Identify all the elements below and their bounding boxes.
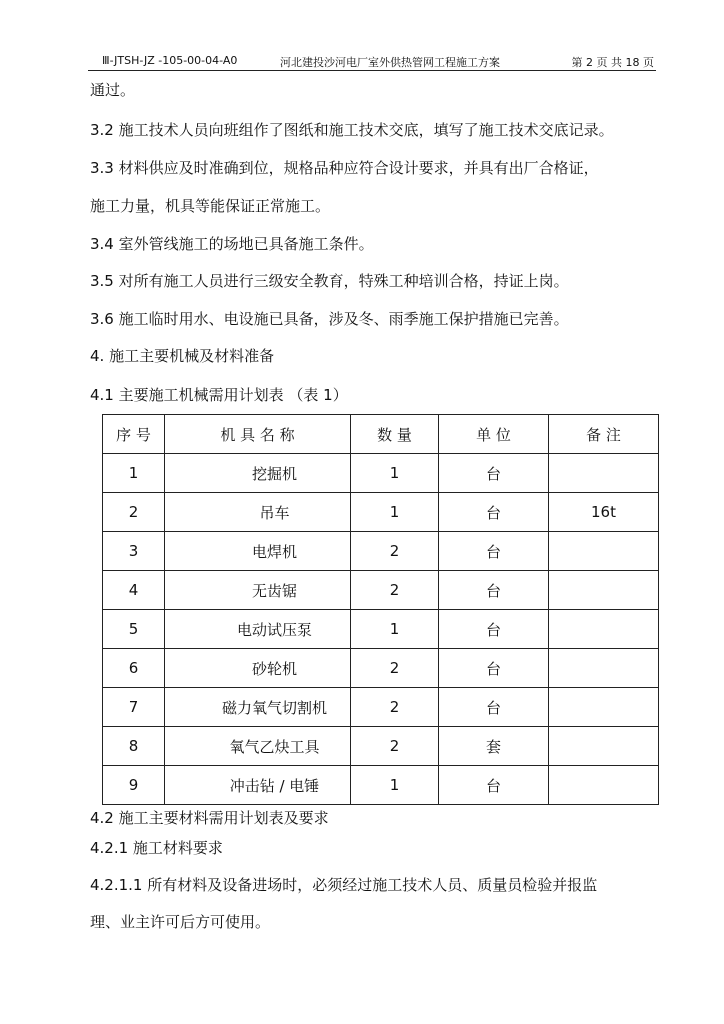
paragraph-line: 3.3 材料供应及时准确到位，规格品种应符合设计要求，并具有出厂合格证， (90, 159, 599, 177)
unit: 台 (439, 766, 549, 805)
table-row (103, 454, 659, 493)
document-title: 河北建投沙河电厂室外供热管网工程施工方案 (280, 56, 500, 69)
machine-name: 电动试压泵 (165, 610, 351, 649)
table-row (103, 727, 659, 766)
table-row (103, 493, 659, 532)
quantity: 2 (351, 532, 439, 571)
machine-name: 磁力氧气切割机 (165, 688, 351, 727)
machine-name: 无齿锯 (165, 571, 351, 610)
section-heading: 4. 施工主要机械及材料准备 (90, 347, 275, 365)
machine-name: 冲击钻 / 电锤 (165, 766, 351, 805)
unit: 台 (439, 649, 549, 688)
remarks (549, 766, 659, 805)
quantity: 2 (351, 727, 439, 766)
paragraph-line: 3.6 施工临时用水、电设施已具备，涉及冬、雨季施工保护措施已完善。 (90, 310, 569, 328)
row-number: 8 (103, 727, 165, 766)
table-row (103, 649, 659, 688)
machine-name: 电焊机 (165, 532, 351, 571)
unit: 台 (439, 532, 549, 571)
remarks (549, 532, 659, 571)
table-row (103, 532, 659, 571)
remarks (549, 454, 659, 493)
unit: 台 (439, 688, 549, 727)
row-number: 6 (103, 649, 165, 688)
row-number: 1 (103, 454, 165, 493)
column-header-name: 机 具 名 称 (165, 415, 351, 454)
machinery-table (102, 414, 659, 805)
table-header-row (103, 415, 659, 454)
remarks (549, 649, 659, 688)
quantity: 1 (351, 454, 439, 493)
remarks: 16t (549, 493, 659, 532)
page-header (88, 54, 656, 71)
section-heading: 4.2 施工主要材料需用计划表及要求 (90, 809, 329, 827)
unit: 台 (439, 571, 549, 610)
quantity: 1 (351, 766, 439, 805)
table-row (103, 610, 659, 649)
quantity: 2 (351, 688, 439, 727)
quantity: 2 (351, 571, 439, 610)
row-number: 3 (103, 532, 165, 571)
table-caption: 4.1 主要施工机械需用计划表 （表 1） (90, 386, 348, 404)
document-code: Ⅲ-JTSH-JZ -105-00-04-A0 (102, 54, 238, 67)
quantity: 1 (351, 493, 439, 532)
row-number: 4 (103, 571, 165, 610)
column-header-remarks: 备 注 (549, 415, 659, 454)
remarks (549, 727, 659, 766)
column-header-number: 序 号 (103, 415, 165, 454)
machine-name: 挖掘机 (165, 454, 351, 493)
quantity: 1 (351, 610, 439, 649)
table-row (103, 688, 659, 727)
page-number: 第 2 页 共 18 页 (571, 56, 654, 69)
paragraph-line: 通过。 (90, 81, 136, 99)
paragraph-line: 施工力量，机具等能保证正常施工。 (90, 197, 331, 215)
row-number: 2 (103, 493, 165, 532)
machine-name: 氧气乙炔工具 (165, 727, 351, 766)
row-number: 5 (103, 610, 165, 649)
machine-name: 吊车 (165, 493, 351, 532)
remarks (549, 610, 659, 649)
unit: 套 (439, 727, 549, 766)
paragraph-line: 3.4 室外管线施工的场地已具备施工条件。 (90, 235, 374, 253)
machine-name: 砂轮机 (165, 649, 351, 688)
unit: 台 (439, 454, 549, 493)
remarks (549, 571, 659, 610)
unit: 台 (439, 493, 549, 532)
subsection-heading: 4.2.1 施工材料要求 (90, 839, 223, 857)
row-number: 9 (103, 766, 165, 805)
paragraph-line: 理、业主许可后方可使用。 (90, 913, 271, 931)
table-row (103, 571, 659, 610)
column-header-quantity: 数 量 (351, 415, 439, 454)
paragraph-line: 4.2.1.1 所有材料及设备进场时，必须经过施工技术人员、质量员检验并报监 (90, 876, 598, 894)
quantity: 2 (351, 649, 439, 688)
unit: 台 (439, 610, 549, 649)
row-number: 7 (103, 688, 165, 727)
table-row (103, 766, 659, 805)
paragraph-line: 3.5 对所有施工人员进行三级安全教育，特殊工种培训合格，持证上岗。 (90, 272, 569, 290)
paragraph-line: 3.2 施工技术人员向班组作了图纸和施工技术交底，填写了施工技术交底记录。 (90, 121, 614, 139)
remarks (549, 688, 659, 727)
column-header-unit: 单 位 (439, 415, 549, 454)
